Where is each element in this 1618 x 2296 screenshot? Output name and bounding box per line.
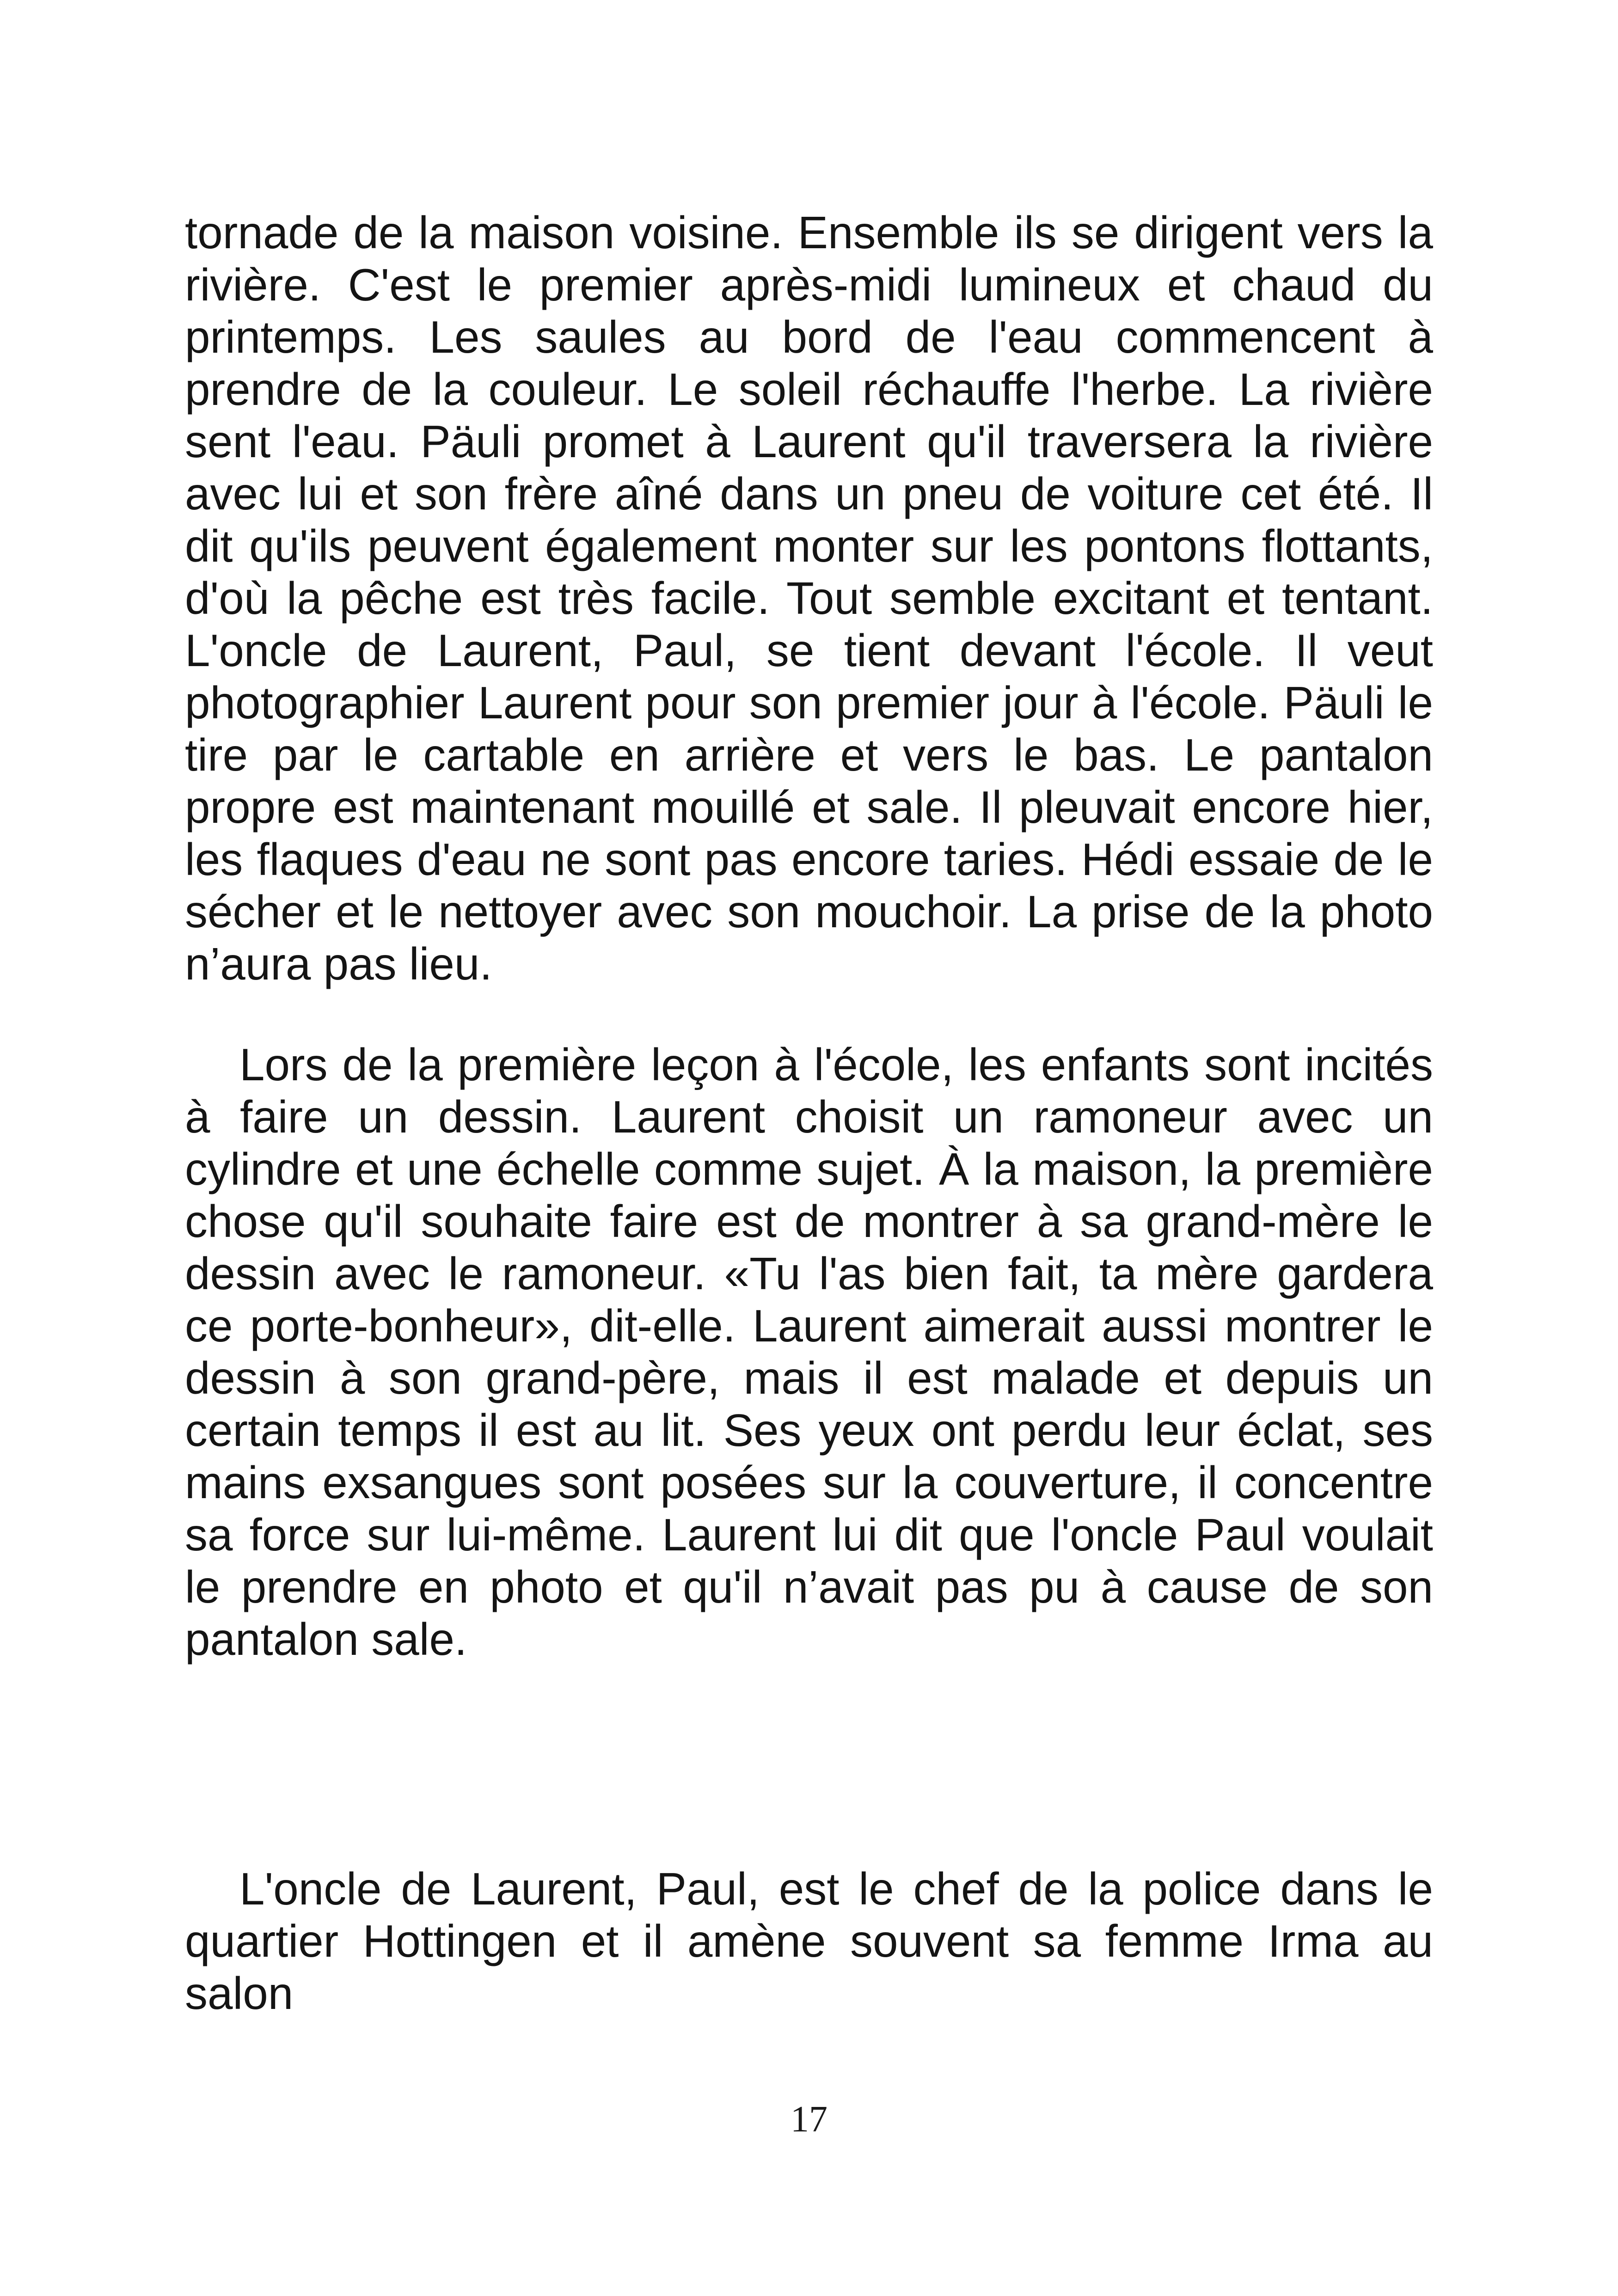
- paragraph-continued: tornade de la maison voisine. Ensemble ils se dirigent vers la rivière. C'est le premier après-midi lumineux et chaud du printemps. Les saules au bord de l'eau commencent à prendre de la couleur. Le soleil réchauffe l'herbe. La rivière sent l'eau. Päuli promet à Laurent qu'il traversera la rivière avec lui et son frère aîné dans un pneu de voiture cet été. Il dit qu'ils peuvent également monter sur les pontons flottants, d'où la pêche est très facile. Tout semble excitant et tentant. L'oncle de Laurent, Paul, se tient devant l'école. Il veut photographier Laurent pour son premier jour à l'école. Päuli le tire par le cartable en arrière et vers le bas. Le pantalon propre est maintenant mouillé et sale. Il pleuvait encore hier, les flaques d'eau ne sont pas encore taries. Hédi essaie de le sécher et le nettoyer avec son mouchoir. La prise de la photo n’aura pas lieu.: [185, 207, 1433, 989]
- paragraph-uncle-paul: L'oncle de Laurent, Paul, est le chef de la police dans le quartier Hottingen et il amène souvent sa femme Irma au salon: [185, 1863, 1433, 2019]
- paragraph-drawing-lesson: Lors de la première leçon à l'école, les enfants sont incités à faire un dessin. Laurent choisit un ramoneur avec un cylindre et une échelle comme sujet. À la maison, la première chose qu'il souhaite faire est de montrer à sa grand-mère le dessin avec le ramoneur. «Tu l'as bien fait, ta mère gardera ce porte-bonheur», dit-elle. Laurent aimerait aussi montrer le dessin à son grand-père, mais il est malade et depuis un certain temps il est au lit. Ses yeux ont perdu leur éclat, ses mains exsangues sont posées sur la couverture, il concentre sa force sur lui-même. Laurent lui dit que l'oncle Paul voulait le prendre en photo et qu'il n’avait pas pu à cause de son pantalon sale.: [185, 1039, 1433, 1665]
- page-number: 17: [791, 2099, 827, 2140]
